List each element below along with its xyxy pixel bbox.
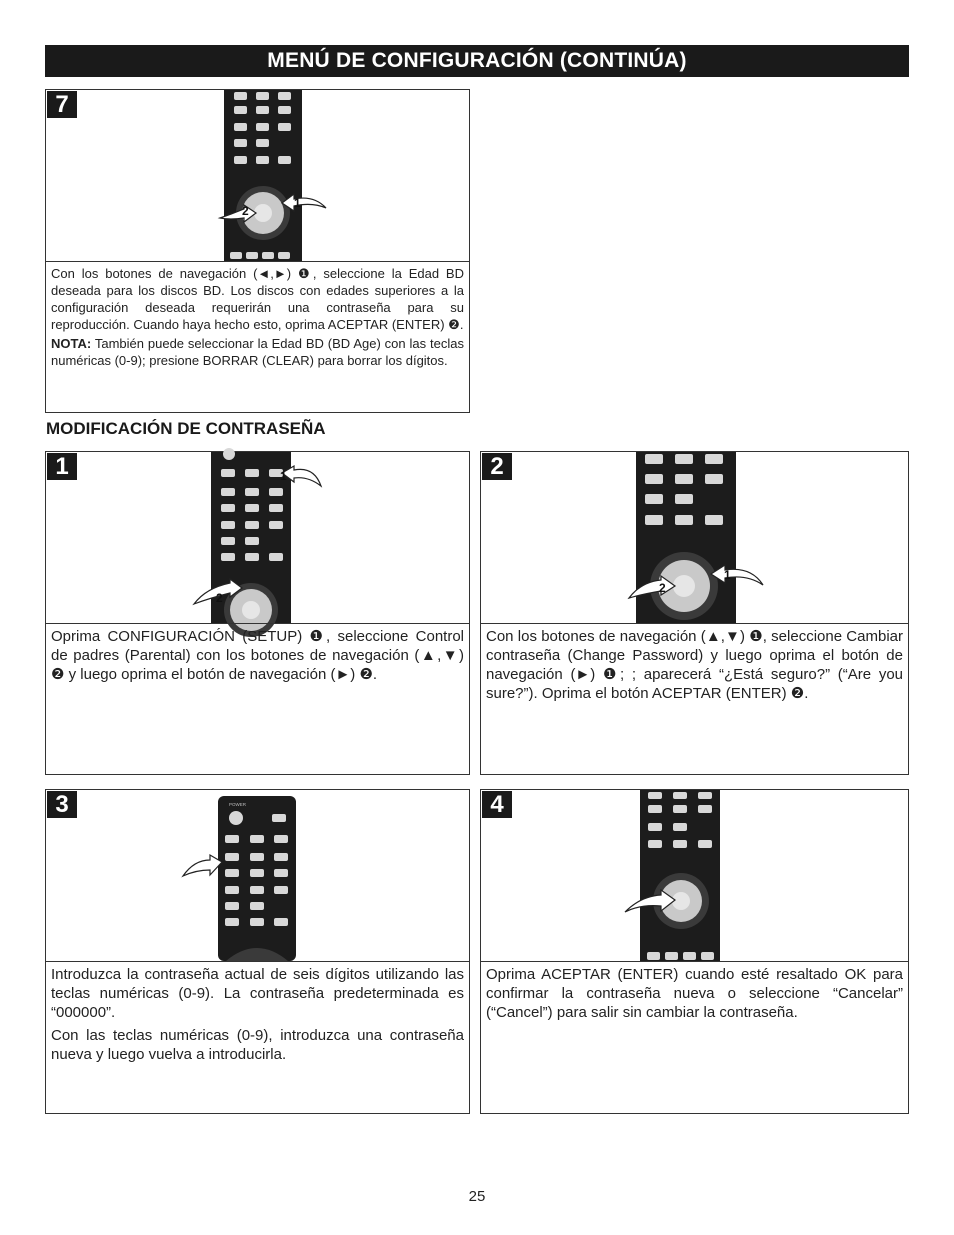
page-number: 25 bbox=[468, 1188, 486, 1205]
svg-text:2: 2 bbox=[659, 581, 666, 595]
step-7-body: Con los botones de navegación (◄,►) ❶, seleccione la Edad BD deseada para los discos BD. Los discos con edades superiores a la configuración deseada requerirán una contraseña para su reproducción. Cuando haya hecho esto, oprima ACEPTAR (ENTER) ❷. bbox=[51, 266, 464, 332]
remote-control-image bbox=[46, 452, 471, 623]
remote-control-image bbox=[481, 790, 910, 961]
step-1-panel bbox=[45, 451, 470, 775]
section-title: MODIFICACIÓN DE CONTRASEÑA bbox=[46, 419, 326, 438]
svg-text:2: 2 bbox=[242, 204, 249, 218]
step-number: 2 bbox=[482, 453, 512, 480]
step-3-paragraph-2: Con las teclas numéricas (0-9), introduzca una contraseña nueva y luego vuelva a introducirla. bbox=[51, 1027, 464, 1063]
step-2-text: Con los botones de navegación (▲,▼) ❶, seleccione Cambiar contraseña (Change Password) y luego oprima el botón de navegación (►) ❶; ; aparecerá “¿Está seguro?” (“Are you sure?”). Oprima el botón ACEPTAR (ENTER) ❷. bbox=[486, 628, 903, 702]
power-label: POWER bbox=[229, 802, 247, 807]
step-number: 4 bbox=[482, 791, 512, 818]
svg-text:1: 1 bbox=[294, 196, 301, 210]
svg-text:1: 1 bbox=[280, 469, 287, 483]
note-text: También puede seleccionar la Edad BD (BD Age) con las teclas numéricas (0-9); presione BORRAR (CLEAR) para borrar los dígitos. bbox=[51, 336, 464, 368]
step-3-text bbox=[51, 965, 464, 1066]
step-3-paragraph-1: Introduzca la contraseña actual de seis dígitos utilizando las teclas numéricas (0-9). La contraseña predeterminada es “000000”. bbox=[51, 966, 464, 1021]
remote-illustration bbox=[481, 790, 908, 961]
remote-control-image bbox=[46, 790, 471, 961]
step-number: 1 bbox=[47, 453, 77, 480]
svg-text:1: 1 bbox=[724, 568, 731, 582]
remote-illustration bbox=[46, 90, 469, 261]
svg-text:2: 2 bbox=[216, 591, 223, 605]
remote-illustration bbox=[46, 790, 469, 961]
remote-illustration bbox=[46, 452, 469, 623]
step-number: 3 bbox=[47, 791, 77, 818]
note-label: NOTA: bbox=[51, 336, 92, 351]
step-7-text bbox=[51, 265, 464, 371]
step-1-text: Oprima CONFIGURACIÓN (SETUP) ❶, seleccione Control de padres (Parental) con los botones de navegación (▲,▼) ❷ y luego oprima el botón de navegación (►) ❷. bbox=[51, 628, 464, 683]
step-4-panel bbox=[480, 789, 909, 1114]
step-2-panel bbox=[480, 451, 909, 775]
step-7-panel bbox=[45, 89, 470, 413]
remote-control-image bbox=[481, 452, 910, 623]
page-header-title: MENÚ DE CONFIGURACIÓN (CONTINÚA) bbox=[267, 49, 687, 72]
step-number: 7 bbox=[47, 91, 77, 118]
remote-control-image bbox=[46, 90, 471, 261]
step-3-panel bbox=[45, 789, 470, 1114]
remote-illustration bbox=[481, 452, 908, 623]
step-4-text: Oprima ACEPTAR (ENTER) cuando esté resaltado OK para confirmar la contraseña nueva o seleccione “Cancelar” (“Cancel”) para salir sin cambiar la contraseña. bbox=[486, 966, 903, 1021]
step-7-note bbox=[51, 335, 464, 369]
page-header-banner bbox=[45, 45, 909, 77]
